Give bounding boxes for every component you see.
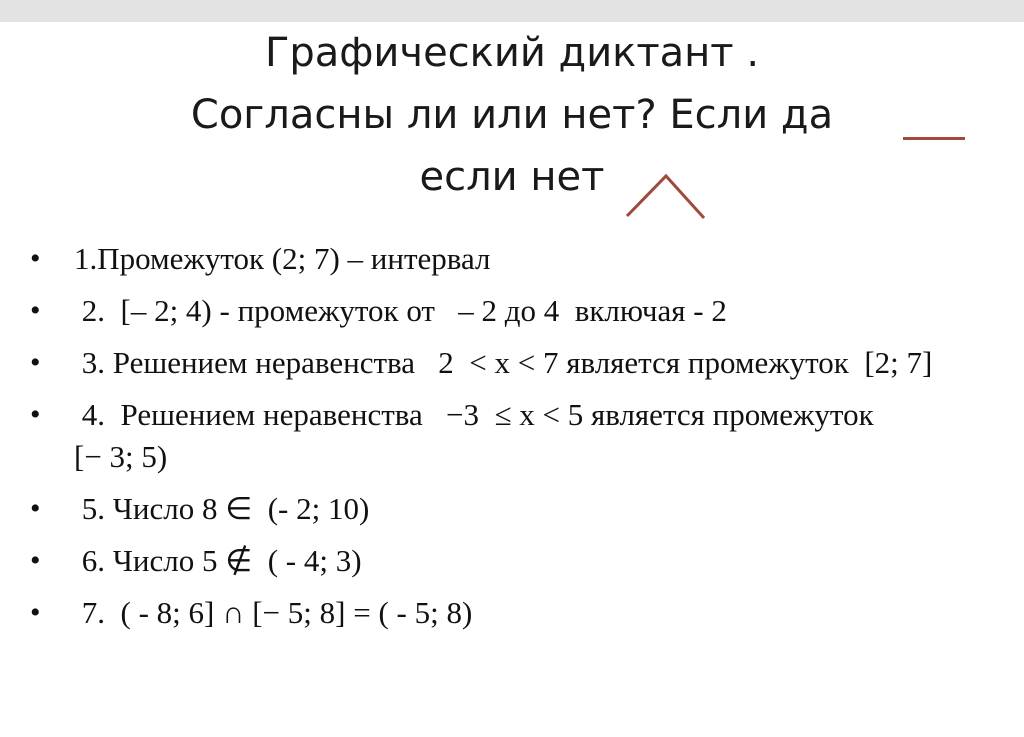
list-item (0, 488, 1024, 530)
slide-title (0, 22, 1024, 208)
statement-text: 7. ( - 8; 6] ∩ [− 5; 8] = ( - 5; 8) (74, 595, 473, 630)
statement-text: 4. Решением неравенства −3 ≤ х < 5 является промежуток [− 3; 5) (74, 397, 952, 474)
list-item (0, 342, 1024, 384)
list-item (0, 540, 1024, 582)
list-item (0, 592, 1024, 634)
bullet: • (30, 492, 41, 525)
statement-list (0, 238, 1024, 644)
bullet: • (30, 346, 41, 379)
bullet: • (30, 398, 41, 431)
bullet: • (30, 294, 41, 327)
statement-text: 6. Число 5 ∉ ( - 4; 3) (74, 543, 362, 578)
bullet: • (30, 242, 41, 275)
top-gray-bar (0, 0, 1024, 22)
yes-dash-mark (903, 137, 965, 140)
title-line-2: Согласны ли или нет? Если да (190, 92, 834, 138)
statement-text: 1.Промежуток (2; 7) – интервал (74, 241, 491, 276)
title-line-1: Графический диктант . (264, 30, 760, 76)
statement-text: 2. [– 2; 4) - промежуток от – 2 до 4 включая - 2 (74, 293, 727, 328)
list-item (0, 238, 1024, 280)
statement-text: 3. Решением неравенства 2 < х < 7 является промежуток [2; 7] (74, 345, 933, 380)
list-item (0, 394, 1024, 478)
no-caret-mark (624, 172, 708, 222)
statement-text: 5. Число 8 ∈ (- 2; 10) (74, 491, 370, 526)
list-item (0, 290, 1024, 332)
title-line-3: если нет (419, 154, 605, 200)
bullet: • (30, 596, 41, 629)
bullet: • (30, 544, 41, 577)
